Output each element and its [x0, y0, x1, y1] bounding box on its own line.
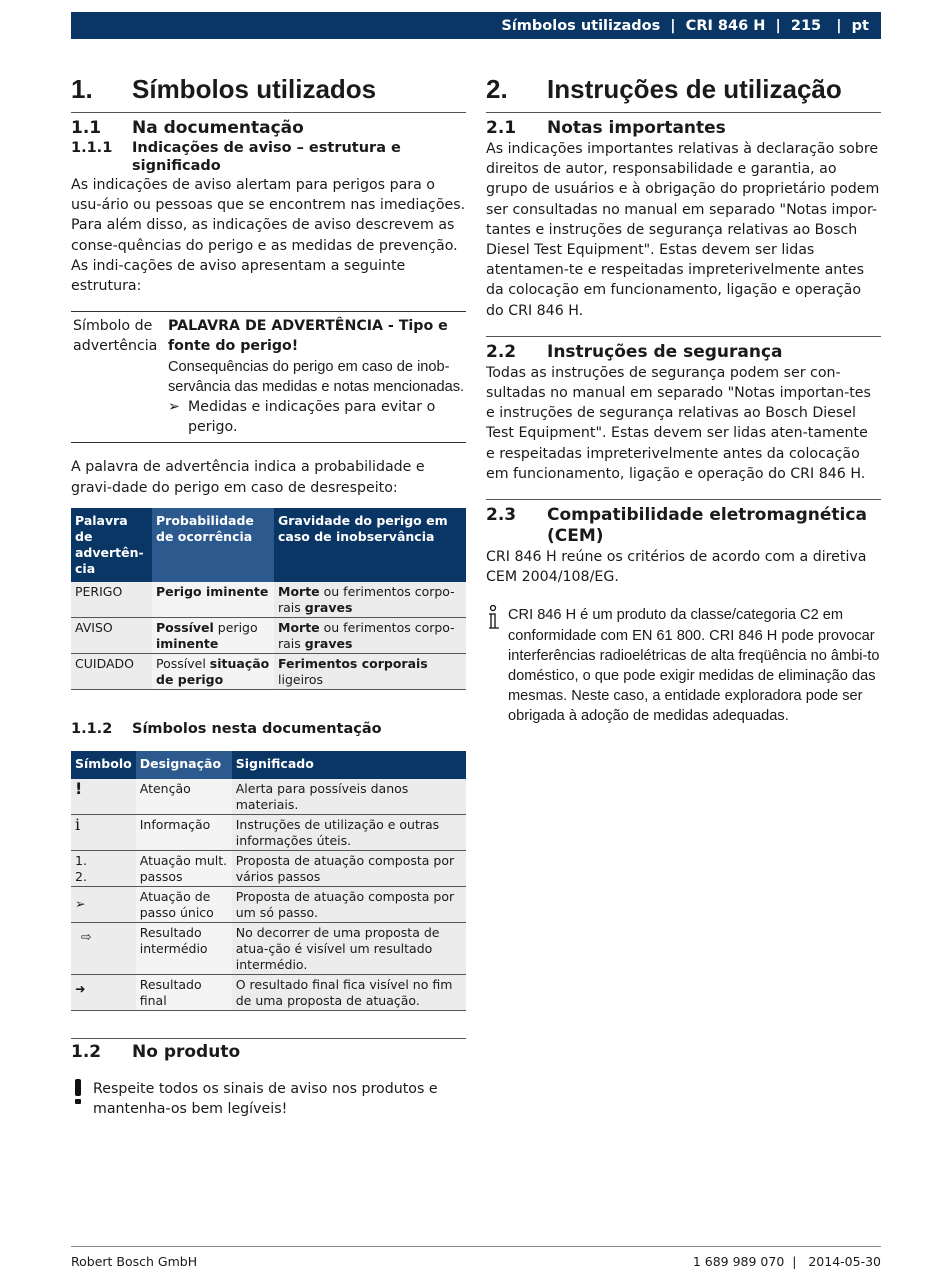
divider — [486, 112, 881, 113]
table-cell: Resultado final — [136, 974, 232, 1010]
section-1-1-1-heading — [71, 139, 466, 175]
table-cell: PERIGO — [71, 582, 152, 618]
section-number: 1.2 — [71, 1041, 102, 1062]
table-row — [71, 886, 466, 922]
footer-company: Robert Bosch GmbH — [71, 1254, 198, 1269]
product-warning-note — [71, 1079, 466, 1119]
table-cell: No decorrer de uma proposta de atua-ção é visível um resultado intermédio. — [232, 922, 466, 974]
table-row — [71, 850, 466, 886]
column-header: Significado — [232, 751, 466, 779]
signal-word-table — [71, 508, 466, 690]
bold-text: graves — [304, 599, 353, 615]
table-header-row — [71, 751, 466, 779]
table-cell — [274, 653, 466, 689]
paragraph-emc: CRI 846 H reúne os critérios de acordo com a diretiva CEM 2004/108/EG. — [486, 549, 867, 586]
table-row — [71, 653, 466, 689]
table-row — [71, 582, 466, 618]
table-cell: Instruções de utilização e outras informações úteis. — [232, 814, 466, 850]
section-number: 2. — [486, 73, 508, 104]
table-header-row — [71, 508, 466, 582]
note-text: Respeite todos os sinais de aviso nos produtos e mantenha-os bem legíveis! — [93, 1080, 438, 1118]
table-row — [71, 779, 466, 815]
table-cell — [274, 617, 466, 653]
section-number: 1.1.2 — [71, 720, 113, 737]
section-title: Na documentação — [132, 118, 304, 138]
divider — [71, 112, 466, 113]
emc-info-note — [486, 605, 881, 726]
paragraph-signal-word: A palavra de advertência indica a probabilidade e gravi-dade do perigo em caso de desrespeito: — [71, 459, 425, 496]
steps-icon: 1. 2. — [71, 850, 136, 886]
table-cell: AVISO — [71, 617, 152, 653]
paragraph-warning-intro: As indicações de aviso alertam para perigos para o usu-ário ou pessoas que se encontrem nas imediações. Para além disso, as indicações de aviso descrevem as conse-quências do perigo e as medidas de prevenção. As indi-cações de aviso apresentam a seguinte estrutura: — [71, 177, 466, 295]
paragraph-safety: Todas as instruções de segurança podem ser con-sultadas no manual em separado "Notas importan-tes e instruções de segurança relativas ao Bosch Diesel Test Equipment". Estas devem ser lidas aten-tamente e respeitadas impreterivelmente antes da colocação em funcionamento, ligação e operação do CRI 846 H. — [486, 364, 871, 482]
section-number: 2.2 — [486, 341, 517, 362]
section-title: Símbolos utilizados — [132, 73, 377, 104]
final-arrow-icon: ➜ — [71, 974, 136, 1010]
section-title: Notas importantes — [547, 118, 726, 138]
table-cell: Proposta de atuação composta por um só passo. — [232, 886, 466, 922]
table-row — [71, 814, 466, 850]
arrow-bullet-icon: ➢ — [71, 886, 136, 922]
section-1-2-heading — [71, 1042, 466, 1063]
section-1-1-heading — [71, 118, 466, 139]
arrow-bullet-icon: ➢ — [168, 399, 180, 416]
warning-structure-box — [71, 311, 466, 443]
warning-symbol-label: Símbolo de advertência — [73, 318, 158, 355]
signal-word-text: PALAVRA DE ADVERTÊNCIA - Tipo e fonte do perigo! — [168, 318, 448, 355]
page-header-bar — [71, 12, 881, 39]
section-2-2-heading — [486, 342, 881, 363]
table-cell: Atenção — [136, 779, 232, 815]
attention-icon: ! — [71, 779, 136, 815]
section-1-1-2-heading — [71, 720, 466, 738]
table-row — [71, 617, 466, 653]
section-2-heading — [486, 66, 881, 112]
text: ou ferimentos corpo-rais — [278, 583, 455, 615]
section-title: No produto — [132, 1041, 241, 1062]
table-cell: CUIDADO — [71, 653, 152, 689]
left-column — [71, 66, 466, 1119]
section-title: Compatibilidade eletromagnética (CEM) — [547, 505, 867, 547]
table-cell: O resultado final fica visível no fim de uma proposta de atuação. — [232, 974, 466, 1010]
info-icon — [486, 605, 508, 726]
table-cell — [152, 582, 274, 618]
bold-text: situação de perigo — [156, 655, 270, 687]
divider — [486, 499, 881, 500]
intermediate-arrow-icon: ⇨ — [71, 922, 136, 974]
section-2-3-heading — [486, 505, 881, 547]
consequences-text: Consequências do perigo em caso de inob-servância das medidas e notas mencionadas. — [168, 358, 465, 395]
header-text: Símbolos utilizados | CRI 846 H | 215 | pt — [501, 17, 869, 34]
bold-text: Morte — [278, 619, 320, 635]
section-number: 1.1.1 — [71, 140, 113, 156]
column-header: Designação — [136, 751, 232, 779]
bold-text: Possível — [156, 619, 214, 635]
text: ligeiros — [278, 671, 324, 687]
section-2-1-heading — [486, 118, 881, 139]
info-icon: i — [71, 814, 136, 850]
note-text: CRI 846 H é um produto da classe/categoria C2 em conformidade com EN 61 800. CRI 846 H pode provocar interferências radioelétricas de alta freqüência no âmbi-to doméstico, o que pode exigir medidas de eliminação das mesmas. Neste caso, a entidade exploradora pode ser obrigada à adoção de medidas adequadas. — [508, 607, 880, 725]
bold-text: Morte — [278, 583, 320, 599]
table-cell — [274, 582, 466, 618]
section-number: 2.1 — [486, 118, 517, 138]
table-cell — [152, 653, 274, 689]
table-cell: Atuação mult. passos — [136, 850, 232, 886]
measures-bullet — [168, 397, 466, 437]
bold-text: Ferimentos corporais — [278, 655, 428, 671]
table-cell: Alerta para possíveis danos materiais. — [232, 779, 466, 815]
column-header: Gravidade do perigo em caso de inobservância — [274, 508, 466, 582]
table-row — [71, 974, 466, 1010]
bold-text: iminente — [156, 635, 219, 651]
divider — [486, 336, 881, 337]
text: Possível — [156, 655, 210, 671]
paragraph-important-notes: As indicações importantes relativas à declaração sobre direitos de autor, responsabilidade e garantia, ao grupo de usuários e à obrigação do proprietário podem ser consultadas no manual em separado "Notas impor-tantes e instruções de segurança relativas ao Bosch Diesel Test Equipment". Estas devem ser lidas atentamen-te e respeitadas impreterivelmente antes da colocação em funcionamento, ligação e operação do CRI 846 H. — [486, 141, 880, 319]
section-title: Instruções de segurança — [547, 341, 783, 362]
bold-text: graves — [304, 635, 353, 651]
bold-text: Perigo iminente — [156, 583, 269, 599]
text: ou ferimentos corpo-rais — [278, 619, 455, 651]
measures-text: Medidas e indicações para evitar o perigo. — [188, 399, 436, 436]
section-number: 2.3 — [486, 505, 517, 526]
attention-icon — [71, 1079, 93, 1119]
section-title: Símbolos nesta documentação — [132, 720, 382, 737]
section-title: Instruções de utilização — [547, 73, 842, 104]
divider — [71, 1038, 466, 1039]
section-number: 1.1 — [71, 118, 102, 138]
section-number: 1. — [71, 73, 93, 104]
section-1-heading — [71, 66, 466, 112]
table-cell: Proposta de atuação composta por vários passos — [232, 850, 466, 886]
table-cell: Resultado intermédio — [136, 922, 232, 974]
table-cell: Informação — [136, 814, 232, 850]
column-header: Probabilidade de ocorrência — [152, 508, 274, 582]
text: perigo — [213, 619, 258, 635]
right-column — [486, 66, 881, 727]
section-title: Indicações de aviso – estrutura e significado — [132, 140, 401, 174]
symbols-table — [71, 751, 466, 1011]
column-header: Palavra de advertên-cia — [71, 508, 152, 582]
footer-divider — [71, 1246, 881, 1247]
table-cell — [152, 617, 274, 653]
table-row — [71, 922, 466, 974]
column-header: Símbolo — [71, 751, 136, 779]
table-cell: Atuação de passo único — [136, 886, 232, 922]
footer-reference: 1 689 989 070 | 2014-05-30 — [692, 1254, 881, 1269]
